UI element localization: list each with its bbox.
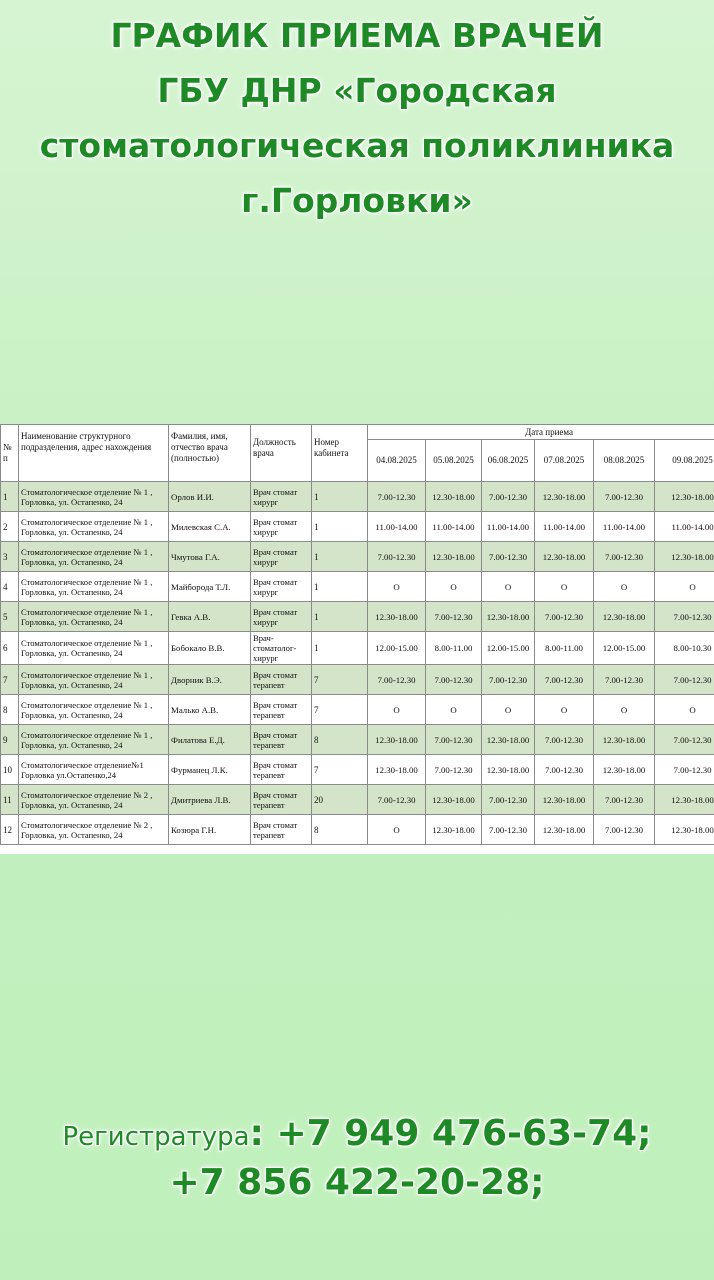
table-row xyxy=(1,632,714,665)
row-time-slot: 11.00-14.00 xyxy=(594,512,655,542)
row-room: 1 xyxy=(312,632,368,665)
table-row xyxy=(1,602,714,632)
row-position: Врач стомат хирург xyxy=(251,512,312,542)
row-number: 1 xyxy=(1,482,19,512)
row-department: Стоматологическое отделение № 1 , Горловка, ул. Остапенко, 24 xyxy=(19,512,169,542)
row-time-slot: 12.30-18.00 xyxy=(426,815,482,845)
table-row xyxy=(1,725,714,755)
row-position: Врач стомат терапевт xyxy=(251,665,312,695)
table-row xyxy=(1,815,714,845)
header-date: 08.08.2025 xyxy=(594,440,655,482)
row-time-slot: 7.00-12.30 xyxy=(655,725,714,755)
row-position: Врач стомат хирург xyxy=(251,602,312,632)
row-room: 8 xyxy=(312,815,368,845)
row-doctor-name: Малько А.В. xyxy=(169,695,251,725)
row-doctor-name: Дмитриева Л.В. xyxy=(169,785,251,815)
row-time-slot: 12.30-18.00 xyxy=(535,482,594,512)
row-time-slot: 7.00-12.30 xyxy=(426,755,482,785)
table-row xyxy=(1,542,714,572)
header-date: 06.08.2025 xyxy=(482,440,535,482)
header-doctor-name: Фамилия, имя, отчество врача (полностью) xyxy=(169,425,251,482)
row-position: Врач стомат хирург xyxy=(251,542,312,572)
row-doctor-name: Фурманец Л.К. xyxy=(169,755,251,785)
title-line-4: г.Горловки» xyxy=(241,181,473,220)
row-time-slot: О xyxy=(482,695,535,725)
row-time-slot: 7.00-12.30 xyxy=(594,665,655,695)
row-time-slot: 8.00-11.00 xyxy=(426,632,482,665)
row-time-slot: О xyxy=(594,572,655,602)
row-time-slot: О xyxy=(426,572,482,602)
row-room: 1 xyxy=(312,482,368,512)
row-room: 1 xyxy=(312,602,368,632)
row-doctor-name: Дворник В.Э. xyxy=(169,665,251,695)
row-time-slot: 7.00-12.30 xyxy=(594,542,655,572)
row-time-slot: 12.30-18.00 xyxy=(655,815,714,845)
row-room: 1 xyxy=(312,512,368,542)
row-position: Врач стомат хирург xyxy=(251,572,312,602)
header-date: 07.08.2025 xyxy=(535,440,594,482)
row-time-slot: 7.00-12.30 xyxy=(535,755,594,785)
row-room: 20 xyxy=(312,785,368,815)
row-number: 12 xyxy=(1,815,19,845)
row-doctor-name: Филатова Е.Д. xyxy=(169,725,251,755)
row-doctor-name: Орлов И.И. xyxy=(169,482,251,512)
row-time-slot: 7.00-12.30 xyxy=(655,755,714,785)
row-department: Стоматологическое отделение№1 Горловка ул.Остапенко,24 xyxy=(19,755,169,785)
row-time-slot: 7.00-12.30 xyxy=(594,482,655,512)
table-row xyxy=(1,665,714,695)
row-department: Стоматологическое отделение № 1 , Горловка, ул. Остапенко, 24 xyxy=(19,542,169,572)
row-time-slot: 12.30-18.00 xyxy=(594,755,655,785)
row-time-slot: 12.30-18.00 xyxy=(426,542,482,572)
row-time-slot: О xyxy=(655,572,714,602)
row-doctor-name: Гевка А.В. xyxy=(169,602,251,632)
row-time-slot: 7.00-12.30 xyxy=(535,665,594,695)
row-time-slot: 12.00-15.00 xyxy=(594,632,655,665)
row-time-slot: 12.30-18.00 xyxy=(426,482,482,512)
row-department: Стоматологическое отделение № 1 , Горловка, ул. Остапенко, 24 xyxy=(19,602,169,632)
header-date: 04.08.2025 xyxy=(368,440,426,482)
row-time-slot: 7.00-12.30 xyxy=(426,725,482,755)
row-doctor-name: Майборода Т.Л. xyxy=(169,572,251,602)
table-row xyxy=(1,572,714,602)
row-department: Стоматологическое отделение № 1 , Горловка, ул. Остапенко, 24 xyxy=(19,572,169,602)
row-number: 8 xyxy=(1,695,19,725)
row-department: Стоматологическое отделение № 1 , Горловка, ул. Остапенко, 24 xyxy=(19,725,169,755)
row-position: Врач-стоматолог-хирург xyxy=(251,632,312,665)
row-time-slot: 12.30-18.00 xyxy=(594,725,655,755)
row-time-slot: 11.00-14.00 xyxy=(368,512,426,542)
row-time-slot: 11.00-14.00 xyxy=(535,512,594,542)
schedule-table xyxy=(0,424,714,845)
row-number: 3 xyxy=(1,542,19,572)
row-department: Стоматологическое отделение № 1 , Горловка, ул. Остапенко, 24 xyxy=(19,665,169,695)
row-time-slot: 12.30-18.00 xyxy=(368,602,426,632)
registry-phone-1: : +7 949 476-63-74; xyxy=(249,1113,652,1154)
header-num: № п xyxy=(1,425,19,482)
row-time-slot: О xyxy=(368,695,426,725)
row-position: Врач стомат терапевт xyxy=(251,815,312,845)
table-row xyxy=(1,512,714,542)
row-time-slot: О xyxy=(368,815,426,845)
row-number: 5 xyxy=(1,602,19,632)
row-number: 7 xyxy=(1,665,19,695)
row-room: 7 xyxy=(312,695,368,725)
row-time-slot: 12.00-15.00 xyxy=(482,632,535,665)
row-time-slot: 11.00-14.00 xyxy=(655,512,714,542)
row-department: Стоматологическое отделение № 2 , Горловка, ул. Остапенко, 24 xyxy=(19,785,169,815)
row-time-slot: 12.30-18.00 xyxy=(594,602,655,632)
row-room: 7 xyxy=(312,665,368,695)
row-time-slot: 7.00-12.30 xyxy=(482,542,535,572)
row-time-slot: 11.00-14.00 xyxy=(482,512,535,542)
row-number: 9 xyxy=(1,725,19,755)
title-line-2: ГБУ ДНР «Городская xyxy=(157,71,557,110)
row-position: Врач стомат терапевт xyxy=(251,755,312,785)
row-time-slot: 7.00-12.30 xyxy=(535,602,594,632)
row-time-slot: 12.30-18.00 xyxy=(535,785,594,815)
page-title xyxy=(0,8,714,228)
row-time-slot: 8.00-11.00 xyxy=(535,632,594,665)
row-time-slot: 8.00-10.30 xyxy=(655,632,714,665)
row-doctor-name: Козюра Г.Н. xyxy=(169,815,251,845)
header-date: 05.08.2025 xyxy=(426,440,482,482)
row-doctor-name: Бобокало В.В. xyxy=(169,632,251,665)
row-time-slot: 12.30-18.00 xyxy=(655,482,714,512)
registry-label: Регистратура xyxy=(62,1122,250,1152)
row-position: Врач стомат терапевт xyxy=(251,695,312,725)
row-time-slot: 7.00-12.30 xyxy=(594,815,655,845)
row-time-slot: О xyxy=(426,695,482,725)
header-position: Должность врача xyxy=(251,425,312,482)
row-time-slot: 7.00-12.30 xyxy=(655,665,714,695)
row-doctor-name: Чмутова Г.А. xyxy=(169,542,251,572)
schedule-body xyxy=(1,482,714,845)
row-time-slot: 7.00-12.30 xyxy=(482,665,535,695)
row-time-slot: 11.00-14.00 xyxy=(426,512,482,542)
row-department: Стоматологическое отделение № 1 , Горловка, ул. Остапенко, 24 xyxy=(19,632,169,665)
row-time-slot: 7.00-12.30 xyxy=(368,665,426,695)
row-time-slot: 7.00-12.30 xyxy=(368,785,426,815)
header-room: Номер кабинета xyxy=(312,425,368,482)
table-row xyxy=(1,755,714,785)
title-line-1: ГРАФИК ПРИЕМА ВРАЧЕЙ xyxy=(110,16,604,55)
row-time-slot: 7.00-12.30 xyxy=(482,482,535,512)
row-time-slot: 12.30-18.00 xyxy=(482,755,535,785)
registry-phone-2: +7 856 422-20-28; xyxy=(169,1162,545,1203)
row-time-slot: 12.30-18.00 xyxy=(426,785,482,815)
row-time-slot: 7.00-12.30 xyxy=(368,482,426,512)
row-number: 10 xyxy=(1,755,19,785)
row-time-slot: О xyxy=(535,572,594,602)
row-time-slot: 7.00-12.30 xyxy=(426,602,482,632)
row-room: 1 xyxy=(312,572,368,602)
header-date: 09.08.2025 xyxy=(655,440,714,482)
row-position: Врач стомат хирург xyxy=(251,482,312,512)
row-department: Стоматологическое отделение № 2 , Горловка, ул. Остапенко, 24 xyxy=(19,815,169,845)
row-position: Врач стомат терапевт xyxy=(251,725,312,755)
header-dates-group: Дата приема xyxy=(368,425,714,440)
row-number: 4 xyxy=(1,572,19,602)
row-time-slot: 7.00-12.30 xyxy=(655,602,714,632)
row-time-slot: 12.30-18.00 xyxy=(655,785,714,815)
row-time-slot: 12.30-18.00 xyxy=(655,542,714,572)
row-time-slot: 7.00-12.30 xyxy=(594,785,655,815)
title-line-3: стоматологическая поликлиника xyxy=(39,126,675,165)
row-time-slot: 12.30-18.00 xyxy=(535,542,594,572)
table-row xyxy=(1,785,714,815)
row-time-slot: 12.30-18.00 xyxy=(482,602,535,632)
row-time-slot: 12.30-18.00 xyxy=(482,725,535,755)
row-room: 1 xyxy=(312,542,368,572)
row-time-slot: 7.00-12.30 xyxy=(535,725,594,755)
row-time-slot: О xyxy=(482,572,535,602)
row-department: Стоматологическое отделение № 1 , Горловка, ул. Остапенко, 24 xyxy=(19,695,169,725)
row-time-slot: 7.00-12.30 xyxy=(482,785,535,815)
row-time-slot: 7.00-12.30 xyxy=(368,542,426,572)
row-time-slot: О xyxy=(535,695,594,725)
row-number: 6 xyxy=(1,632,19,665)
table-row xyxy=(1,482,714,512)
row-time-slot: 7.00-12.30 xyxy=(482,815,535,845)
row-time-slot: 12.30-18.00 xyxy=(368,755,426,785)
row-time-slot: О xyxy=(655,695,714,725)
row-number: 11 xyxy=(1,785,19,815)
row-time-slot: 12.30-18.00 xyxy=(368,725,426,755)
row-time-slot: 7.00-12.30 xyxy=(426,665,482,695)
row-position: Врач стомат терапевт xyxy=(251,785,312,815)
row-number: 2 xyxy=(1,512,19,542)
table-row xyxy=(1,695,714,725)
row-department: Стоматологическое отделение № 1 , Горловка, ул. Остапенко, 24 xyxy=(19,482,169,512)
row-time-slot: О xyxy=(594,695,655,725)
registry-contacts xyxy=(0,1110,714,1205)
row-doctor-name: Милевская С.А. xyxy=(169,512,251,542)
schedule-table-image xyxy=(0,424,714,854)
row-room: 7 xyxy=(312,755,368,785)
row-time-slot: О xyxy=(368,572,426,602)
row-time-slot: 12.30-18.00 xyxy=(535,815,594,845)
header-department: Наименование структурного подразделения, адрес нахождения xyxy=(19,425,169,482)
row-time-slot: 12.00-15.00 xyxy=(368,632,426,665)
row-room: 8 xyxy=(312,725,368,755)
